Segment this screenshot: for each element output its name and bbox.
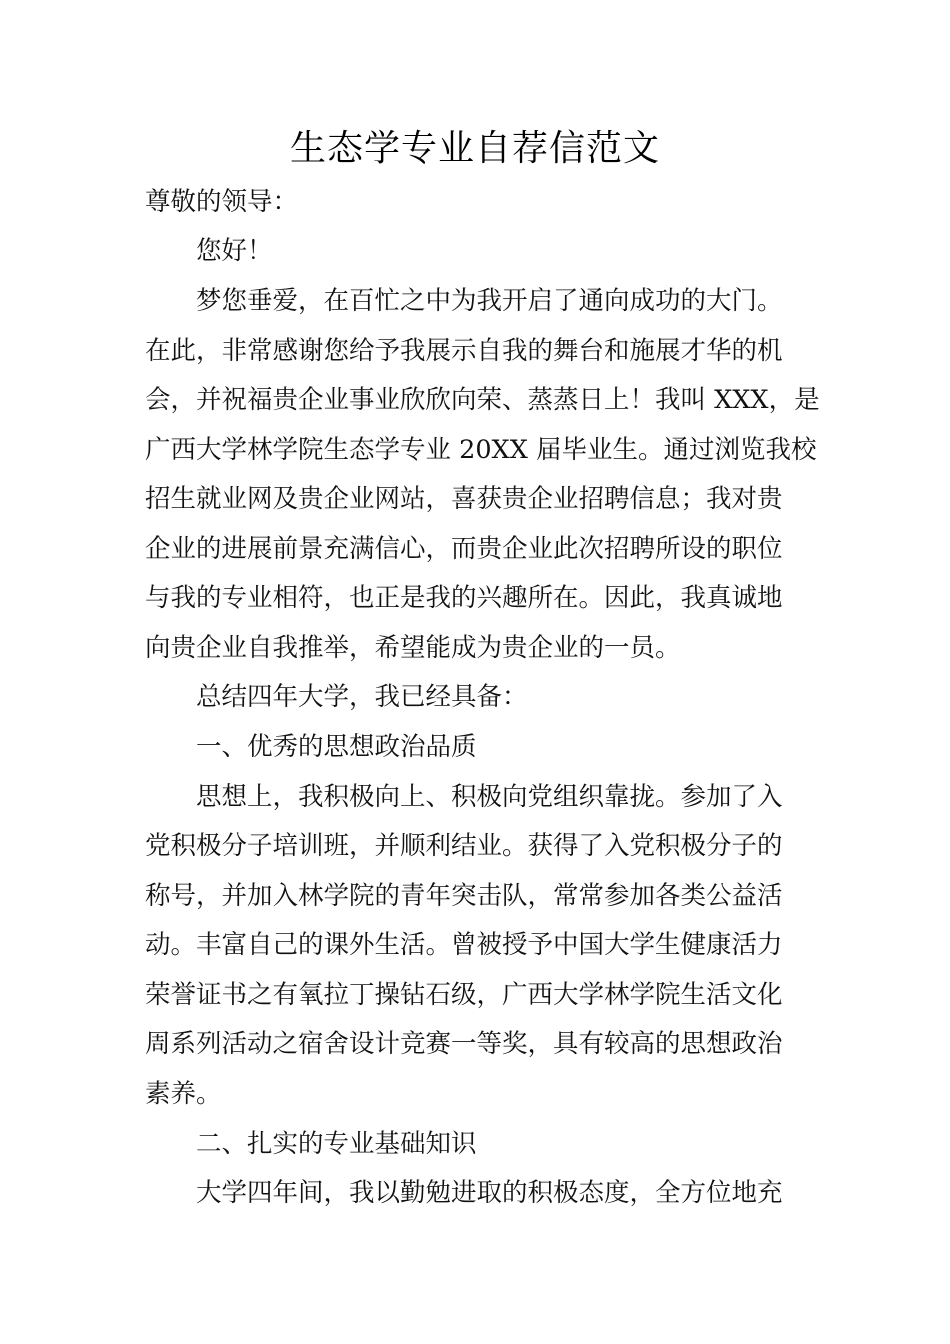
body-line: 周系列活动之宿舍设计竞赛一等奖，具有较高的思想政治 <box>145 1029 783 1059</box>
body-line: 与我的专业相符，也正是我的兴趣所在。因此，我真诚地 <box>145 583 783 613</box>
body-line: 党积极分子培训班，并顺利结业。获得了入党积极分子的 <box>145 831 783 861</box>
body-line: 企业的进展前景充满信心，而贵企业此次招聘所设的职位 <box>145 534 783 564</box>
body-line: 招生就业网及贵企业网站，喜获贵企业招聘信息；我对贵 <box>145 484 783 514</box>
document-title: 生态学专业自荐信范文 <box>289 128 660 169</box>
body-line: 素养。 <box>145 1079 222 1109</box>
body-line: 总结四年大学，我已经具备： <box>145 682 528 712</box>
body-line: 向贵企业自我推举，希望能成为贵企业的一员。 <box>145 633 681 663</box>
greeting-line: 您好！ <box>145 236 273 266</box>
body-line: 思想上，我积极向上、积极向党组织靠拢。参加了入 <box>145 782 783 812</box>
body-line: 荣誉证书之有氧拉丁操钻石级，广西大学林学院生活文化 <box>145 980 783 1010</box>
body-line: 大学四年间，我以勤勉进取的积极态度，全方位地充 <box>145 1178 783 1208</box>
salutation-line: 尊敬的领导： <box>145 187 299 217</box>
body-line: 梦您垂爱，在百忙之中为我开启了通向成功的大门。 <box>145 286 783 316</box>
body-line: 广西大学林学院生态学专业 20XX 届毕业生。通过浏览我校 <box>145 435 817 465</box>
body-line: 在此，非常感谢您给予我展示自我的舞台和施展才华的机 <box>145 336 783 366</box>
body-line: 称号，并加入林学院的青年突击队，常常参加各类公益活 <box>145 881 783 911</box>
section-heading: 二、扎实的专业基础知识 <box>145 1129 477 1159</box>
section-heading: 一、优秀的思想政治品质 <box>145 732 477 762</box>
body-line: 会，并祝福贵企业事业欣欣向荣、蒸蒸日上！我叫 XXX，是 <box>145 385 820 415</box>
body-line: 动。丰富自己的课外生活。曾被授予中国大学生健康活力 <box>145 930 783 960</box>
